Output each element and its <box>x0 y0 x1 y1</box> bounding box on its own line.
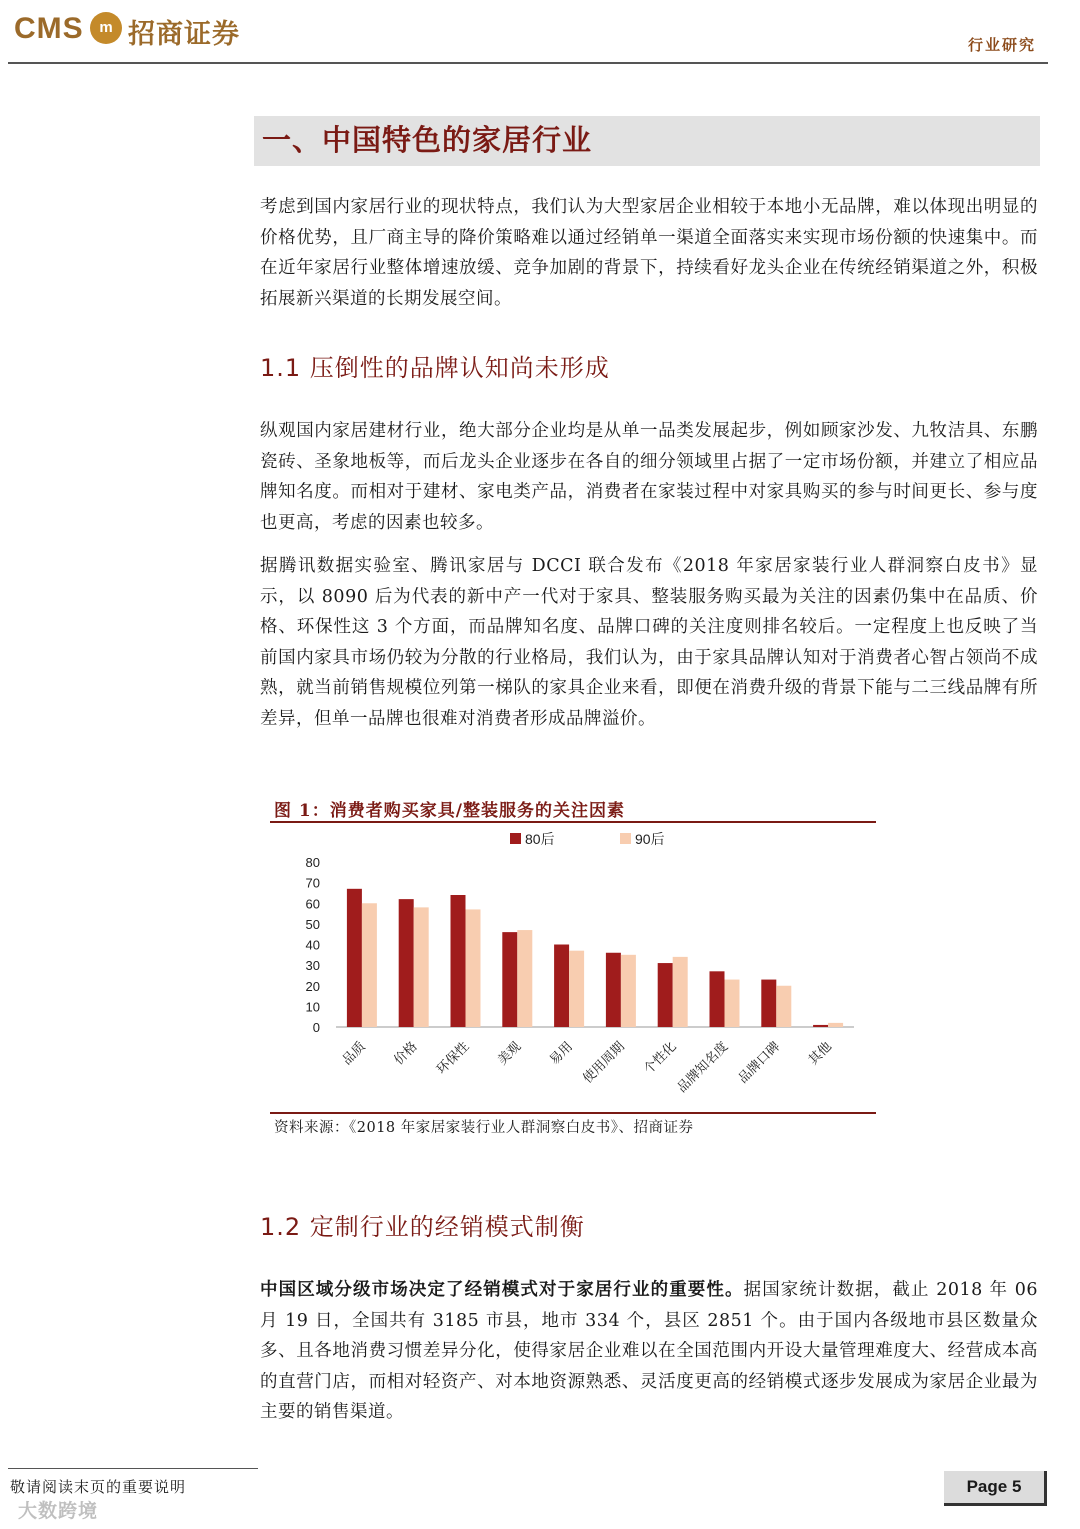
logo-badge-icon: m <box>90 12 122 44</box>
y-tick-label: 30 <box>305 958 320 974</box>
legend-swatch <box>620 833 631 844</box>
watermark: 大数跨境 <box>18 1500 99 1522</box>
x-tick-label: 易用 <box>546 1039 576 1069</box>
y-tick-label: 0 <box>312 1020 320 1035</box>
bar-series1 <box>606 953 621 1027</box>
legend-label: 90后 <box>635 831 665 847</box>
bar-series2 <box>362 903 377 1027</box>
y-tick-label: 10 <box>305 999 320 1015</box>
bar-series1 <box>554 945 569 1028</box>
x-tick-label: 个性化 <box>641 1039 680 1078</box>
x-tick-label: 品质 <box>339 1039 369 1069</box>
x-tick-label: 品牌知名度 <box>674 1039 732 1096</box>
bar-series1 <box>399 899 414 1027</box>
subsection-heading-1-1: 1.1 压倒性的品牌认知尚未形成 <box>260 354 610 382</box>
paragraph-survey-findings: 据腾讯数据实验室、腾讯家居与 DCCI 联合发布《2018 年家居家装行业人群洞察白皮书》显示，以 8090 后为代表的新中产一代对于家具、整装服务购买最为关注的因素仍集中在品质、价格、环保性这 3 个方面，而品牌知名度、品牌口碑的关注度则排名较后。一定程度上也反映了当前国内家具市场仍较为分散的行业格局，我们认为，由于家具品牌认知对于消费者心智占领尚不成熟，就当前销售规模位列第一梯队的家具企业来看，即便在消费升级的背景下能与二三线品牌有所差异，但单一品牌也很难对消费者形成品牌溢价。 <box>260 556 1038 729</box>
bar-series2 <box>517 930 532 1027</box>
bar-series2 <box>828 1023 843 1027</box>
header-divider <box>8 62 1048 64</box>
y-tick-label: 50 <box>305 916 320 932</box>
y-tick-label: 60 <box>305 896 320 912</box>
x-tick-label: 美观 <box>495 1039 525 1069</box>
x-tick-label: 品牌口碑 <box>735 1039 784 1087</box>
bar-series1 <box>710 971 725 1027</box>
subsection-heading-1-2: 1.2 定制行业的经销模式制衡 <box>260 1213 585 1241</box>
bar-series2 <box>673 957 688 1027</box>
figure-source: 资料来源：《2018 年家居家装行业人群洞察白皮书》、招商证券 <box>274 1120 694 1136</box>
bar-series2 <box>776 986 791 1027</box>
figure-bottom-rule <box>270 1112 876 1114</box>
paragraph-brand-origin: 纵观国内家居建材行业，绝大部分企业均是从单一品类发展起步，例如顾家沙发、九牧洁具、东鹏瓷砖、圣象地板等，而后龙头企业逐步在各自的细分领域里占据了一定市场份额，并建立了相应品牌知名度。而相对于建材、家电类产品，消费者在家装过程中对家具购买的参与时间更长、参与度也更高，考虑的因素也较多。 <box>260 421 1038 533</box>
report-category: 行业研究 <box>967 36 1036 54</box>
paragraph-lead-bold: 中国区域分级市场决定了经销模式对于家居行业的重要性。 <box>260 1280 744 1300</box>
y-tick-label: 70 <box>305 875 320 891</box>
bar-series1 <box>347 889 362 1027</box>
bar-series2 <box>621 955 636 1027</box>
x-tick-label: 环保性 <box>434 1039 473 1078</box>
figure-top-rule <box>270 821 876 823</box>
bar-series2 <box>466 909 481 1027</box>
legend-swatch <box>510 833 521 844</box>
section-title: 一、中国特色的家居行业 <box>262 123 593 157</box>
footer-disclaimer: 敬请阅读末页的重要说明 <box>10 1478 187 1496</box>
paragraph-distribution <box>260 1275 1038 1428</box>
y-tick-label: 80 <box>305 855 320 870</box>
x-tick-label: 使用周期 <box>580 1039 628 1087</box>
bar-series1 <box>658 963 673 1027</box>
bar-series1 <box>761 980 776 1027</box>
bar-series1 <box>813 1025 828 1027</box>
y-tick-label: 40 <box>305 937 320 953</box>
bar-series1 <box>502 932 517 1027</box>
bar-series2 <box>725 980 740 1027</box>
footer-divider <box>8 1468 258 1469</box>
paragraph-body: 据国家统计数据，截止 2018 年 06 月 19 日，全国共有 3185 市县，地市 334 个，县区 2851 个。由于国内各级地市县区数量众多、且各地消费习惯差异分化，使得家居企业难以在全国范围内开设大量管理难度大、经营成本高的直营门店，而相对轻资产、对本地资源熟悉、灵活度更高的经销模式逐步发展成为家居企业最为主要的销售渠道。 <box>260 1280 1039 1422</box>
bar-chart <box>270 826 876 1108</box>
figure-title: 图 1：消费者购买家具/整装服务的关注因素 <box>274 801 625 821</box>
company-name: 招商证券 <box>128 19 240 50</box>
legend-label: 80后 <box>525 831 555 847</box>
bar-series2 <box>414 907 429 1027</box>
intro-paragraph: 考虑到国内家居行业的现状特点，我们认为大型家居企业相较于本地小无品牌，难以体现出明显的价格优势，且厂商主导的降价策略难以通过经销单一渠道全面落实来实现市场份额的快速集中。而在近年家居行业整体增速放缓、竞争加剧的背景下，持续看好龙头企业在传统经销渠道之外，积极拓展新兴渠道的长期发展空间。 <box>260 197 1038 309</box>
logo-text: CMS <box>14 12 84 45</box>
page-number: Page 5 <box>944 1471 1047 1506</box>
bar-series2 <box>569 951 584 1027</box>
x-tick-label: 价格 <box>391 1039 421 1069</box>
bar-series1 <box>451 895 466 1027</box>
x-tick-label: 其他 <box>805 1039 835 1069</box>
y-tick-label: 20 <box>305 978 320 994</box>
